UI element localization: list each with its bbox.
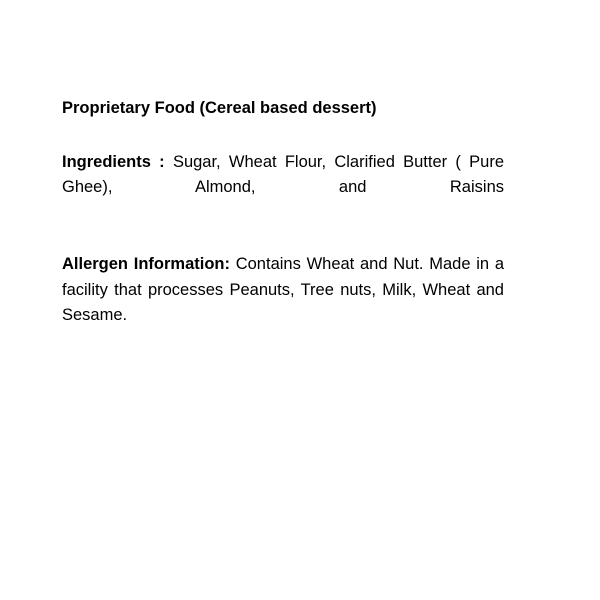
label-content [62,96,504,355]
allergen-label: Allergen Information: [62,255,230,274]
product-title: Proprietary Food (Cereal based dessert) [62,99,377,117]
ingredients-text: Sugar, Wheat Flour, Clarified Butter ( Pure Ghee), Almond, and Raisins [62,152,505,197]
ingredients-paragraph [62,150,504,227]
allergen-text: Contains Wheat and Nut. Made in a facility that processes Peanuts, Tree nuts, Milk, Wheat and Sesame. [62,255,504,325]
ingredients-label: Ingredients : [62,152,165,171]
allergen-paragraph [62,252,504,354]
